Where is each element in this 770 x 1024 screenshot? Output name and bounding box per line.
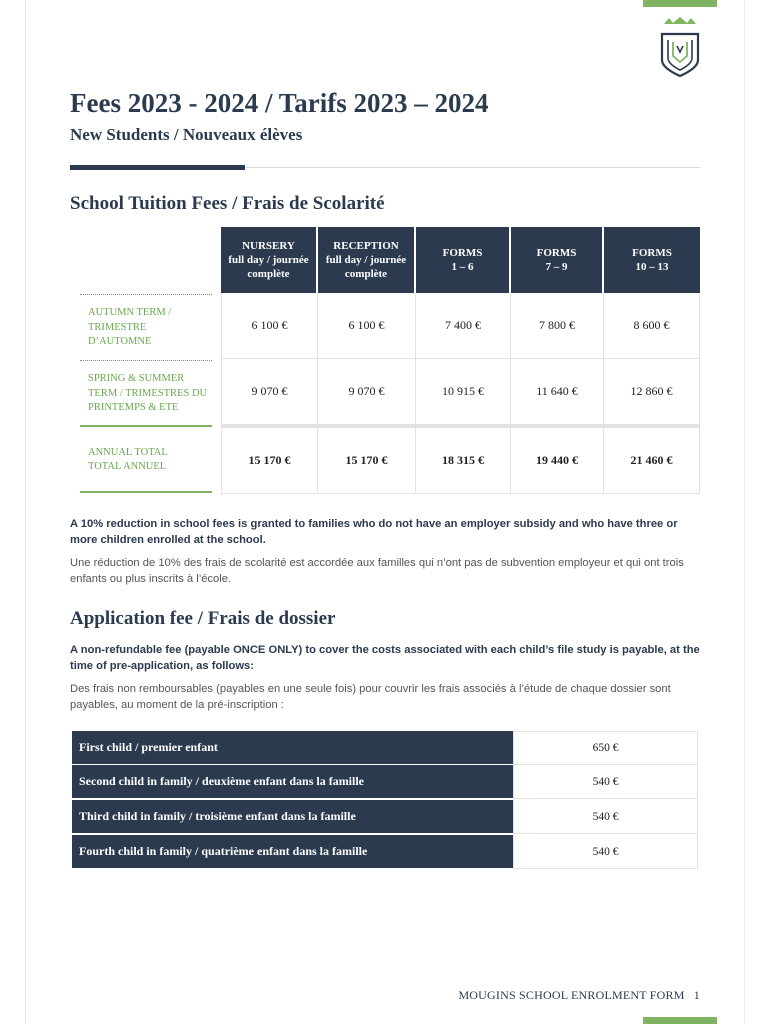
tuition-heading: School Tuition Fees / Frais de Scolarité (70, 193, 385, 214)
page-edge-right (744, 0, 745, 1024)
cell-autumn-reception: 6 100 € (318, 293, 416, 359)
fee-value: 540 € (513, 765, 698, 799)
cell-autumn-nursery: 6 100 € (222, 293, 318, 359)
reduction-note-en: A 10% reduction in school fees is granted to families who do not have an employer subsidy and who have three or more children enrolled at the school. (70, 518, 678, 546)
row-divider (80, 294, 212, 295)
column-header-forms-7-9: FORMS 7 – 9 (511, 227, 602, 293)
row-divider (80, 425, 212, 427)
cell-total-reception: 15 170 € (318, 428, 416, 494)
cell-autumn-forms-7-9: 7 800 € (511, 293, 604, 359)
page-footer (440, 988, 700, 1003)
fee-label: Fourth child in family / quatrième enfant dans la famille (72, 835, 513, 868)
table-row (72, 765, 698, 799)
table-row (72, 800, 698, 834)
title-rule (245, 167, 701, 168)
title-rule-accent (70, 165, 245, 170)
cell-spring-forms-1-6: 10 915 € (416, 359, 511, 425)
row-divider (80, 360, 212, 361)
fee-value: 540 € (513, 835, 698, 869)
application-note-en: A non-refundable fee (payable ONCE ONLY) to cover the costs associated with each child’s file study is payable, at the time of pre-application, as follows: (70, 644, 700, 672)
page-title: Fees 2023 - 2024 / Tarifs 2023 – 2024 (70, 88, 489, 118)
column-header-reception: RECEPTION full day / journée complète (318, 227, 414, 293)
cell-total-forms-7-9: 19 440 € (511, 428, 604, 494)
cell-total-nursery: 15 170 € (222, 428, 318, 494)
tuition-table (80, 227, 700, 495)
fee-value: 540 € (513, 800, 698, 834)
cell-spring-reception: 9 070 € (318, 359, 416, 425)
cell-spring-forms-7-9: 11 640 € (511, 359, 604, 425)
column-header-forms-1-6: FORMS 1 – 6 (416, 227, 509, 293)
crowned-shield-crest-icon (654, 16, 706, 78)
cell-spring-nursery: 9 070 € (222, 359, 318, 425)
fee-value: 650 € (513, 731, 698, 765)
page-subtitle: New Students / Nouveaux élèves (70, 125, 303, 144)
application-heading: Application fee / Frais de dossier (70, 608, 336, 629)
row-divider (80, 491, 212, 493)
table-row (72, 835, 698, 869)
page-number: 1 (693, 988, 700, 1002)
application-note-fr: Des frais non remboursables (payables en une seule fois) pour couvrir les frais associés à l’étude de chaque dossier sont payables, au moment de la pré-inscription : (70, 683, 671, 711)
top-accent-bar (643, 0, 717, 7)
column-header-forms-10-13: FORMS 10 – 13 (604, 227, 700, 293)
footer-text: MOUGINS SCHOOL ENROLMENT FORM (458, 988, 685, 1002)
reduction-note-fr: Une réduction de 10% des frais de scolarité est accordée aux familles qui n’ont pas de subvention employeur et qui ont trois enfants ou plus inscrits à l’école. (70, 557, 684, 585)
cell-spring-forms-10-13: 12 860 € (604, 359, 700, 425)
fee-label: First child / premier enfant (72, 731, 513, 764)
row-label-spring-summer: SPRING & SUMMER TERM / TRIMESTRES DU PRINTEMPS & ETE (88, 373, 208, 414)
fee-label: Third child in family / troisième enfant dans la famille (72, 800, 513, 833)
row-label-autumn: AUTUMN TERM / TRIMESTRE D’AUTOMNE (88, 307, 172, 348)
page-edge-left (25, 0, 26, 1024)
table-row (72, 731, 698, 765)
column-header-nursery: NURSERY full day / journée complète (221, 227, 316, 293)
fee-label: Second child in family / deuxième enfant dans la famille (72, 765, 513, 798)
row-label-annual-total: ANNUAL TOTAL TOTAL ANNUEL (88, 446, 168, 472)
cell-autumn-forms-10-13: 8 600 € (604, 293, 700, 359)
cell-total-forms-10-13: 21 460 € (604, 428, 700, 494)
cell-autumn-forms-1-6: 7 400 € (416, 293, 511, 359)
cell-total-forms-1-6: 18 315 € (416, 428, 511, 494)
bottom-accent-bar (643, 1017, 717, 1024)
